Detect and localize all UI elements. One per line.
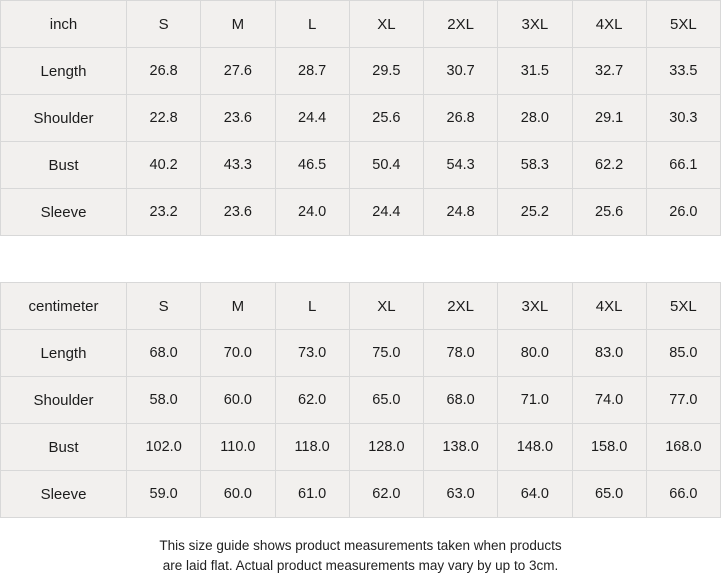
table-row: [1, 471, 721, 518]
table-row: [1, 330, 721, 377]
cell-value: 30.7: [424, 48, 498, 95]
row-label-length: Length: [1, 330, 127, 377]
cell-value: 128.0: [349, 424, 423, 471]
size-header-l: L: [275, 1, 349, 48]
size-header-xl: XL: [349, 283, 423, 330]
row-label-sleeve: Sleeve: [1, 471, 127, 518]
cell-value: 33.5: [646, 48, 720, 95]
note-line-2: are laid flat. Actual product measurements may vary by up to 3cm.: [162, 558, 559, 573]
cell-value: 26.8: [127, 48, 201, 95]
size-header-s: S: [127, 283, 201, 330]
cell-value: 63.0: [424, 471, 498, 518]
size-header-2xl: 2XL: [424, 283, 498, 330]
size-header-4xl: 4XL: [572, 1, 646, 48]
row-label-shoulder: Shoulder: [1, 95, 127, 142]
cell-value: 26.0: [646, 189, 720, 236]
cell-value: 29.1: [572, 95, 646, 142]
size-header-m: M: [201, 1, 275, 48]
table-spacer: [0, 236, 721, 282]
cell-value: 70.0: [201, 330, 275, 377]
cell-value: 26.8: [424, 95, 498, 142]
cell-value: 24.8: [424, 189, 498, 236]
row-label-bust: Bust: [1, 424, 127, 471]
cell-value: 148.0: [498, 424, 572, 471]
size-table-inch: [0, 0, 721, 236]
cell-value: 46.5: [275, 142, 349, 189]
cell-value: 74.0: [572, 377, 646, 424]
row-label-shoulder: Shoulder: [1, 377, 127, 424]
size-header-s: S: [127, 1, 201, 48]
size-header-m: M: [201, 283, 275, 330]
table-header-row: [1, 1, 721, 48]
row-label-sleeve: Sleeve: [1, 189, 127, 236]
cell-value: 66.0: [646, 471, 720, 518]
row-label-length: Length: [1, 48, 127, 95]
cell-value: 158.0: [572, 424, 646, 471]
cell-value: 50.4: [349, 142, 423, 189]
cell-value: 71.0: [498, 377, 572, 424]
unit-label-centimeter: centimeter: [1, 283, 127, 330]
row-label-bust: Bust: [1, 142, 127, 189]
table-header-row: [1, 283, 721, 330]
cell-value: 24.4: [275, 95, 349, 142]
cell-value: 27.6: [201, 48, 275, 95]
cell-value: 138.0: [424, 424, 498, 471]
cell-value: 61.0: [275, 471, 349, 518]
cell-value: 80.0: [498, 330, 572, 377]
table-row: [1, 189, 721, 236]
note-line-1: This size guide shows product measurements taken when products: [159, 538, 562, 553]
cell-value: 29.5: [349, 48, 423, 95]
cell-value: 58.3: [498, 142, 572, 189]
size-header-3xl: 3XL: [498, 283, 572, 330]
cell-value: 85.0: [646, 330, 720, 377]
cell-value: 110.0: [201, 424, 275, 471]
size-header-l: L: [275, 283, 349, 330]
cell-value: 60.0: [201, 471, 275, 518]
cell-value: 31.5: [498, 48, 572, 95]
cell-value: 68.0: [424, 377, 498, 424]
cell-value: 25.2: [498, 189, 572, 236]
cell-value: 118.0: [275, 424, 349, 471]
cell-value: 28.0: [498, 95, 572, 142]
cell-value: 64.0: [498, 471, 572, 518]
cell-value: 102.0: [127, 424, 201, 471]
table-row: [1, 95, 721, 142]
cell-value: 60.0: [201, 377, 275, 424]
cell-value: 66.1: [646, 142, 720, 189]
table-row: [1, 424, 721, 471]
cell-value: 78.0: [424, 330, 498, 377]
table-row: [1, 377, 721, 424]
size-guide-note: [0, 518, 721, 576]
cell-value: 22.8: [127, 95, 201, 142]
size-table-centimeter: [0, 282, 721, 518]
cell-value: 77.0: [646, 377, 720, 424]
cell-value: 23.6: [201, 189, 275, 236]
cell-value: 25.6: [349, 95, 423, 142]
cell-value: 62.0: [275, 377, 349, 424]
size-header-5xl: 5XL: [646, 1, 720, 48]
table-row: [1, 142, 721, 189]
cell-value: 23.2: [127, 189, 201, 236]
cell-value: 73.0: [275, 330, 349, 377]
cell-value: 32.7: [572, 48, 646, 95]
cell-value: 83.0: [572, 330, 646, 377]
size-header-3xl: 3XL: [498, 1, 572, 48]
unit-label-inch: inch: [1, 1, 127, 48]
cell-value: 25.6: [572, 189, 646, 236]
cell-value: 58.0: [127, 377, 201, 424]
cell-value: 62.2: [572, 142, 646, 189]
cell-value: 59.0: [127, 471, 201, 518]
cell-value: 30.3: [646, 95, 720, 142]
cell-value: 40.2: [127, 142, 201, 189]
size-header-xl: XL: [349, 1, 423, 48]
size-header-5xl: 5XL: [646, 283, 720, 330]
cell-value: 28.7: [275, 48, 349, 95]
cell-value: 65.0: [572, 471, 646, 518]
table-row: [1, 48, 721, 95]
cell-value: 24.4: [349, 189, 423, 236]
cell-value: 65.0: [349, 377, 423, 424]
cell-value: 75.0: [349, 330, 423, 377]
size-header-4xl: 4XL: [572, 283, 646, 330]
cell-value: 54.3: [424, 142, 498, 189]
cell-value: 43.3: [201, 142, 275, 189]
cell-value: 23.6: [201, 95, 275, 142]
cell-value: 168.0: [646, 424, 720, 471]
cell-value: 62.0: [349, 471, 423, 518]
size-header-2xl: 2XL: [424, 1, 498, 48]
cell-value: 24.0: [275, 189, 349, 236]
cell-value: 68.0: [127, 330, 201, 377]
